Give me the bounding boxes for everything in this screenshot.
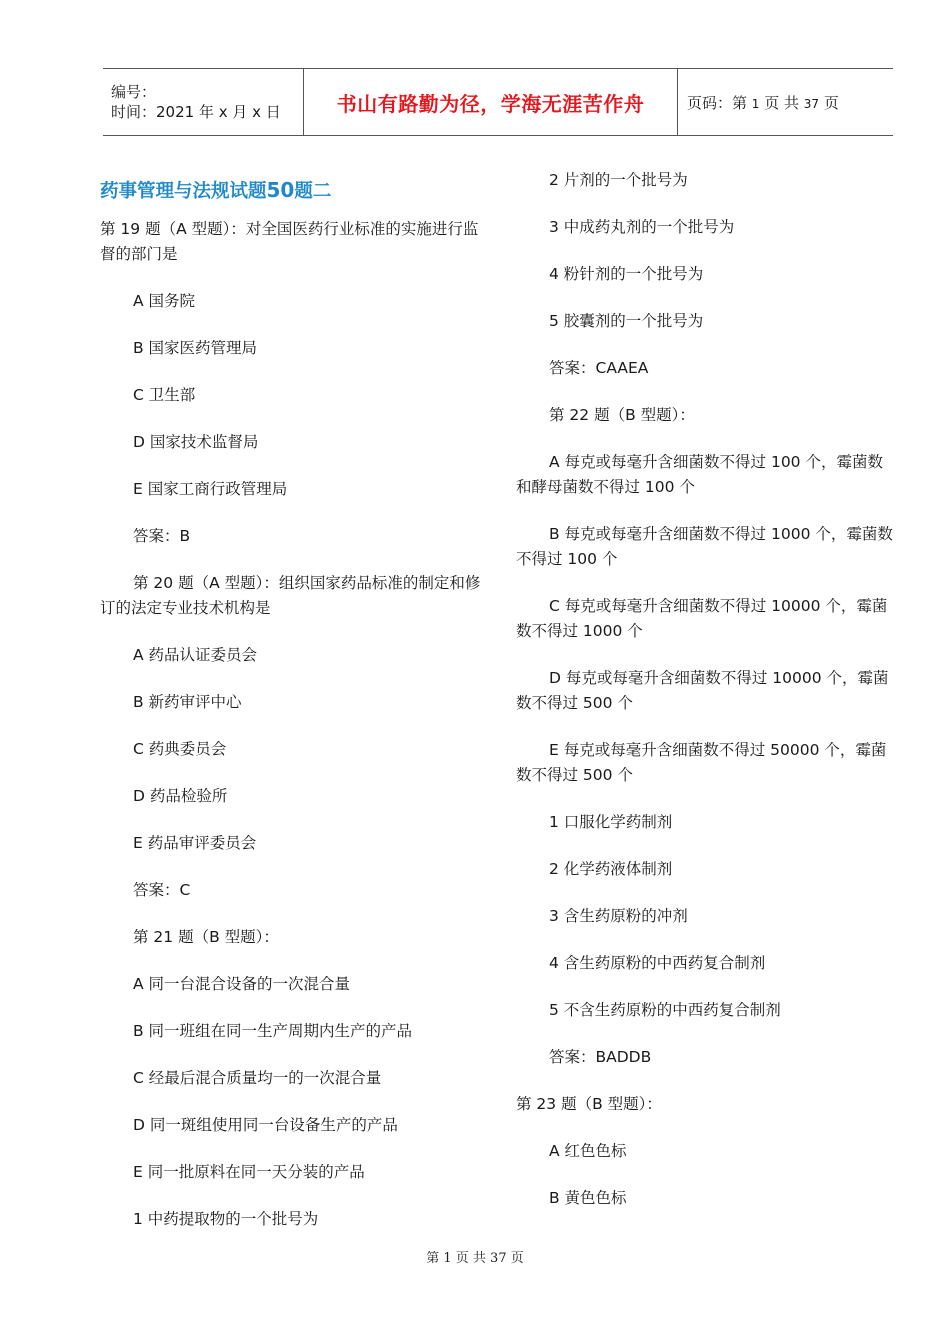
option-22-a: A 每克或每毫升含细菌数不得过 100 个，霉菌数和酵母菌数不得过 100 个: [516, 453, 883, 496]
option-22-b: B 每克或每毫升含细菌数不得过 1000 个，霉菌数不得过 100 个: [516, 525, 893, 568]
item-21-4: 4 粉针剂的一个批号为: [549, 265, 704, 283]
item-21-5: 5 胶囊剂的一个批号为: [549, 312, 704, 330]
header-meta: [103, 69, 304, 135]
option-22-e: E 每克或每毫升含细菌数不得过 50000 个，霉菌数不得过 500 个: [516, 741, 887, 784]
option-21-e: E 同一批原料在同一天分装的产品: [133, 1163, 365, 1181]
option-19-c: C 卫生部: [133, 386, 196, 404]
page-mid: 页 共: [764, 93, 799, 112]
right-column: [516, 168, 896, 1233]
option-20-c: C 药典委员会: [133, 740, 227, 758]
question-22: 第 22 题（B 型题）：: [549, 406, 695, 424]
option-20-e: E 药品审评委员会: [133, 834, 257, 852]
item-22-2: 2 化学药液体制剂: [549, 860, 673, 878]
page-end: 页: [823, 93, 839, 112]
item-22-4: 4 含生药原粉的中西药复合制剂: [549, 954, 766, 972]
option-19-e: E 国家工商行政管理局: [133, 480, 288, 498]
title-number: 50: [266, 178, 295, 202]
document-title: [100, 178, 485, 204]
answer-20: 答案：C: [133, 881, 191, 899]
item-21-3: 3 中成药丸剂的一个批号为: [549, 218, 735, 236]
question-21: 第 21 题（B 型题）：: [133, 928, 279, 946]
item-21-2: 2 片剂的一个批号为: [549, 171, 688, 189]
motto: 书山有路勤为径，学海无涯苦作舟: [336, 91, 645, 116]
title-text: 药事管理与法规试题: [100, 181, 267, 202]
answer-19: 答案：B: [133, 527, 191, 545]
answer-21: 答案：CAAEA: [549, 359, 649, 377]
option-20-d: D 药品检验所: [133, 787, 228, 805]
page-number: 1: [751, 96, 760, 111]
option-20-a: A 药品认证委员会: [133, 646, 258, 664]
item-22-5: 5 不含生药原粉的中西药复合制剂: [549, 1001, 781, 1019]
option-19-d: D 国家技术监督局: [133, 433, 259, 451]
serial-label: 编号：: [111, 83, 157, 101]
question-20: 第 20 题（A 型题）：组织国家药品标准的制定和修订的法定专业技术机构是: [100, 574, 481, 617]
item-22-3: 3 含生药原粉的冲剂: [549, 907, 688, 925]
question-19: 第 19 题（A 型题）：对全国医药行业标准的实施进行监督的部门是: [100, 220, 479, 263]
question-23: 第 23 题（B 型题）：: [516, 1095, 662, 1113]
time-label: 时间：2021 年 x 月 x 日: [111, 103, 281, 121]
option-21-c: C 经最后混合质量均一的一次混合量: [133, 1069, 382, 1087]
page-footer: 第 1 页 共 37 页: [426, 1251, 524, 1266]
option-19-a: A 国务院: [133, 292, 196, 310]
answer-22: 答案：BADDB: [549, 1048, 652, 1066]
page-header: [103, 68, 893, 136]
page-total: 37: [803, 96, 820, 111]
item-21-1: 1 中药提取物的一个批号为: [133, 1210, 319, 1228]
header-motto-cell: [304, 69, 678, 135]
title-suffix: 题二: [294, 181, 332, 202]
option-23-b: B 黄色色标: [549, 1189, 627, 1207]
item-22-1: 1 口服化学药制剂: [549, 813, 673, 831]
option-23-a: A 红色色标: [549, 1142, 627, 1160]
option-19-b: B 国家医药管理局: [133, 339, 258, 357]
option-22-d: D 每克或每毫升含细菌数不得过 10000 个，霉菌数不得过 500 个: [516, 669, 889, 712]
option-20-b: B 新药审评中心: [133, 693, 242, 711]
option-21-d: D 同一斑组使用同一台设备生产的产品: [133, 1116, 398, 1134]
left-column: [100, 168, 485, 1254]
option-22-c: C 每克或每毫升含细菌数不得过 10000 个，霉菌数不得过 1000 个: [516, 597, 888, 640]
option-21-a: A 同一台混合设备的一次混合量: [133, 975, 351, 993]
header-page-cell: [678, 69, 893, 135]
page-label: 页码：第: [687, 93, 748, 112]
option-21-b: B 同一班组在同一生产周期内生产的产品: [133, 1022, 413, 1040]
page-indicator: [687, 92, 893, 113]
